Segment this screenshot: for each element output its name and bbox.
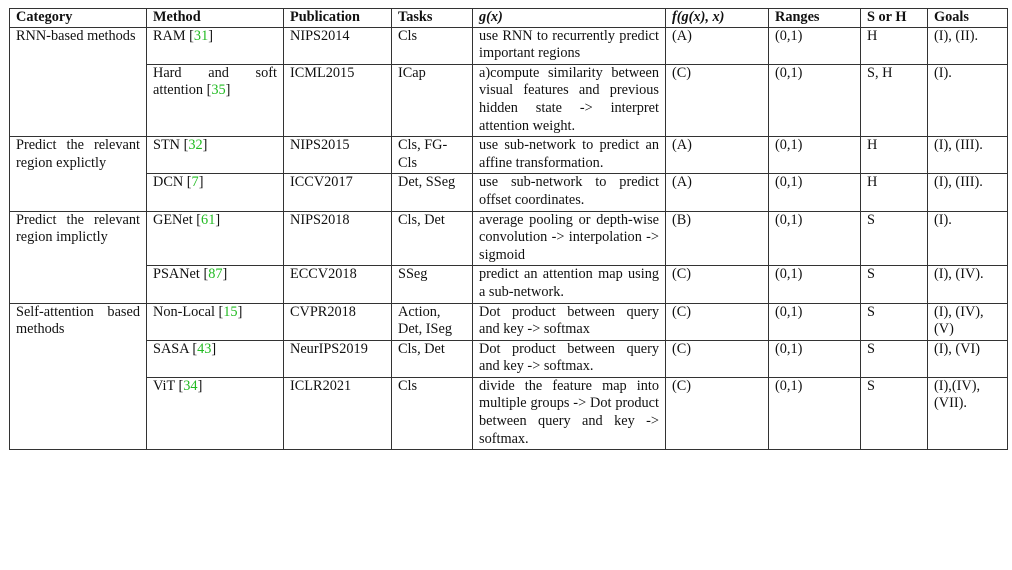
- citation-link[interactable]: 31: [193, 27, 209, 44]
- method-name: ViT: [153, 377, 175, 394]
- table-row: [10, 303, 1008, 340]
- method-name: DCN: [153, 174, 184, 191]
- g-function-cell: use RNN to recurrently predict important regions: [473, 27, 666, 64]
- ranges-cell: (0,1): [769, 27, 861, 64]
- s-or-h-cell: S: [861, 377, 928, 449]
- ranges-cell: (0,1): [769, 137, 861, 174]
- tasks-cell: Cls: [392, 377, 473, 449]
- tasks-cell: ICap: [392, 64, 473, 136]
- category-cell: RNN-based methods: [10, 27, 147, 137]
- method-name: RAM: [153, 27, 186, 44]
- g-function-cell: use sub-network to predict an affine transformation.: [473, 137, 666, 174]
- header-method: Method: [147, 9, 284, 28]
- method-cell: STN [32]: [147, 137, 284, 174]
- header-ranges: Ranges: [769, 9, 861, 28]
- goals-cell: (I), (IV), (V): [928, 303, 1008, 340]
- method-name: SASA: [153, 340, 189, 357]
- ranges-cell: (0,1): [769, 211, 861, 266]
- citation-link[interactable]: 35: [211, 82, 226, 99]
- goals-cell: (I).: [928, 211, 1008, 266]
- s-or-h-cell: H: [861, 27, 928, 64]
- ranges-cell: (0,1): [769, 64, 861, 136]
- publication-cell: ICLR2021: [284, 377, 392, 449]
- goals-cell: (I),(IV), (VII).: [928, 377, 1008, 449]
- ranges-cell: (0,1): [769, 303, 861, 340]
- s-or-h-cell: S: [861, 303, 928, 340]
- f-function-cell: (C): [666, 303, 769, 340]
- publication-cell: CVPR2018: [284, 303, 392, 340]
- table-row: [10, 174, 1008, 211]
- g-function-cell: a)compute similarity between visual features and previous hidden state -> interpret attention weight.: [473, 64, 666, 136]
- method-name: Hard and soft attention: [153, 64, 277, 99]
- goals-cell: (I), (III).: [928, 174, 1008, 211]
- table-row: [10, 340, 1008, 377]
- citation-link[interactable]: 61: [201, 211, 216, 228]
- publication-cell: NeurIPS2019: [284, 340, 392, 377]
- method-cell: SASA [43]: [147, 340, 284, 377]
- citation-link[interactable]: 32: [188, 137, 203, 154]
- table-row: [10, 27, 1008, 64]
- ranges-cell: (0,1): [769, 266, 861, 303]
- s-or-h-cell: S: [861, 266, 928, 303]
- publication-cell: ECCV2018: [284, 266, 392, 303]
- citation-link[interactable]: 87: [208, 266, 223, 283]
- method-name: STN: [153, 137, 181, 154]
- method-cell: DCN [7]: [147, 174, 284, 211]
- header-row: [10, 9, 1008, 28]
- f-function-cell: (A): [666, 137, 769, 174]
- table-row: [10, 64, 1008, 136]
- method-cell: Hard and soft attention [35]: [147, 64, 284, 136]
- method-name: GENet: [153, 211, 193, 228]
- s-or-h-cell: S: [861, 340, 928, 377]
- tasks-cell: Cls, FG-Cls: [392, 137, 473, 174]
- category-cell: Predict the relevant region implictly: [10, 211, 147, 303]
- goals-cell: (I), (VI): [928, 340, 1008, 377]
- attention-methods-table: [9, 8, 1008, 450]
- g-function-cell: divide the feature map into multiple groups -> Dot product between query and key -> softmax.: [473, 377, 666, 449]
- g-function-cell: average pooling or depth-wise convolution -> interpolation -> sigmoid: [473, 211, 666, 266]
- table-row: [10, 266, 1008, 303]
- s-or-h-cell: H: [861, 137, 928, 174]
- method-name: PSANet: [153, 266, 200, 283]
- table-row: [10, 377, 1008, 449]
- publication-cell: NIPS2014: [284, 27, 392, 64]
- header-f: f(g(x), x): [666, 9, 769, 28]
- tasks-cell: Cls: [392, 27, 473, 64]
- s-or-h-cell: H: [861, 174, 928, 211]
- header-publication: Publication: [284, 9, 392, 28]
- goals-cell: (I), (III).: [928, 137, 1008, 174]
- tasks-cell: Cls, Det: [392, 340, 473, 377]
- g-function-cell: Dot product between query and key -> softmax: [473, 303, 666, 340]
- table-row: [10, 211, 1008, 266]
- goals-cell: (I).: [928, 64, 1008, 136]
- publication-cell: NIPS2018: [284, 211, 392, 266]
- f-function-cell: (C): [666, 266, 769, 303]
- ranges-cell: (0,1): [769, 377, 861, 449]
- category-cell: Predict the relevant region explictly: [10, 137, 147, 211]
- tasks-cell: Det, SSeg: [392, 174, 473, 211]
- citation-link[interactable]: 7: [191, 174, 199, 191]
- method-cell: Non-Local [15]: [147, 303, 284, 340]
- header-goals: Goals: [928, 9, 1008, 28]
- ranges-cell: (0,1): [769, 340, 861, 377]
- f-function-cell: (C): [666, 377, 769, 449]
- f-function-cell: (C): [666, 64, 769, 136]
- table-body: [10, 27, 1008, 450]
- goals-cell: (I), (II).: [928, 27, 1008, 64]
- citation-link[interactable]: 15: [223, 303, 238, 320]
- goals-cell: (I), (IV).: [928, 266, 1008, 303]
- method-name: Non-Local: [153, 303, 215, 320]
- header-g: g(x): [473, 9, 666, 28]
- tasks-cell: Action, Det, ISeg: [392, 303, 473, 340]
- header-s-or-h: S or H: [861, 9, 928, 28]
- tasks-cell: Cls, Det: [392, 211, 473, 266]
- g-function-cell: use sub-network to predict offset coordinates.: [473, 174, 666, 211]
- method-cell: GENet [61]: [147, 211, 284, 266]
- g-function-cell: Dot product between query and key -> softmax.: [473, 340, 666, 377]
- g-function-cell: predict an attention map using a sub-network.: [473, 266, 666, 303]
- s-or-h-cell: S: [861, 211, 928, 266]
- citation-link[interactable]: 43: [197, 340, 212, 357]
- citation-link[interactable]: 34: [183, 377, 198, 394]
- header-tasks: Tasks: [392, 9, 473, 28]
- method-cell: RAM [31]: [147, 27, 284, 64]
- table-row: [10, 137, 1008, 174]
- f-function-cell: (B): [666, 211, 769, 266]
- publication-cell: ICCV2017: [284, 174, 392, 211]
- header-category: Category: [10, 9, 147, 28]
- publication-cell: ICML2015: [284, 64, 392, 136]
- f-function-cell: (C): [666, 340, 769, 377]
- ranges-cell: (0,1): [769, 174, 861, 211]
- s-or-h-cell: S, H: [861, 64, 928, 136]
- f-function-cell: (A): [666, 174, 769, 211]
- publication-cell: NIPS2015: [284, 137, 392, 174]
- method-cell: ViT [34]: [147, 377, 284, 449]
- category-cell: Self-attention based methods: [10, 303, 147, 450]
- f-function-cell: (A): [666, 27, 769, 64]
- method-cell: PSANet [87]: [147, 266, 284, 303]
- tasks-cell: SSeg: [392, 266, 473, 303]
